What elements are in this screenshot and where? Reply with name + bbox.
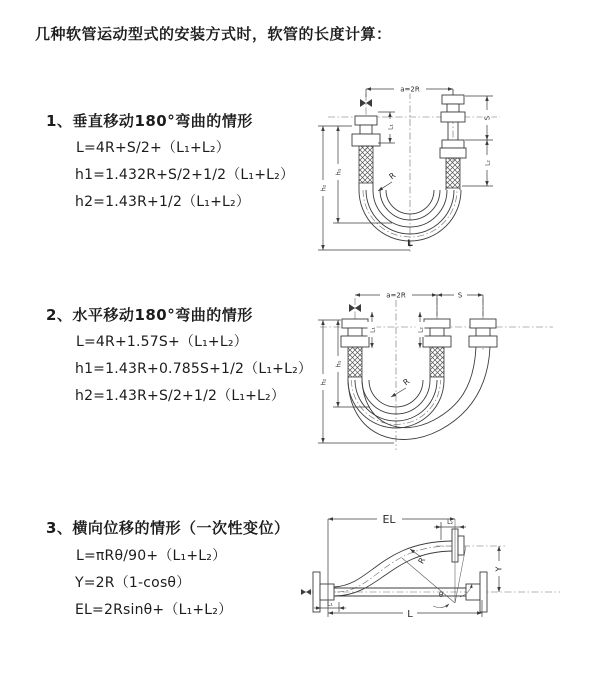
section2-formula-h2: h2=1.43R+S/2+1/2（L₁+L₂） <box>75 388 286 404</box>
dimension-a2r-s <box>355 291 483 317</box>
section1-formula-L: L=4R+S/2+（L₁+L₂） <box>76 140 230 156</box>
left-fitting <box>341 319 369 377</box>
top-right-flange <box>452 529 464 562</box>
dim-label-l: L <box>407 609 413 620</box>
dimension-y <box>495 546 504 592</box>
right-fitting <box>440 95 466 188</box>
diagram-lateral-displacement <box>295 495 600 655</box>
dimension-el <box>328 513 455 617</box>
dim-label-l1: L₁ <box>369 327 377 333</box>
dim-label-l2: L₂ <box>484 160 492 166</box>
dimension-a2r <box>366 85 453 98</box>
middle-fitting <box>423 319 451 377</box>
page-title: 几种软管运动型式的安装方式时，软管的长度计算： <box>35 25 392 43</box>
dim-label-l1: L₁ <box>327 600 333 608</box>
dim-label-l1: L₁ <box>387 124 395 130</box>
dim-label-h2: h₂ <box>319 184 328 192</box>
hose-arcs <box>348 347 490 440</box>
section2-formula-h1: h1=1.43R+0.785S+1/2（L₁+L₂） <box>75 361 313 377</box>
dim-label-h2: h₂ <box>319 378 328 386</box>
radius-label: R <box>387 170 398 182</box>
section3-formula-L: L=πRθ/90+（L₁+L₂） <box>76 548 227 564</box>
right-flange <box>466 572 487 612</box>
dim-label-el: EL <box>382 513 396 526</box>
section2-heading: 2、水平移动180°弯曲的情形 <box>46 306 253 324</box>
diagram-vertical-180-bend <box>300 70 600 265</box>
right-fitting <box>469 319 497 347</box>
radius-callout <box>410 549 427 565</box>
radius-callout <box>391 377 412 397</box>
dim-label-l2: L₂ <box>417 327 425 333</box>
section1-formula-h2: h2=1.43R+1/2（L₁+L₂） <box>75 194 251 210</box>
dim-label-y: Y <box>494 566 504 572</box>
centerlines <box>328 90 500 252</box>
dimension-s <box>462 96 493 186</box>
dim-label-h1: h₁ <box>334 360 343 368</box>
dim-label-s: S <box>457 291 463 300</box>
section2-formula-L: L=4R+1.57S+（L₁+L₂） <box>76 334 248 350</box>
dimension-l1 <box>378 112 395 143</box>
section1-heading: 1、垂直移动180°弯曲的情形 <box>46 112 253 130</box>
section3-heading: 3、横向位移的情形（一次性变位） <box>46 519 290 537</box>
dim-label-a2r: a=2R <box>386 291 406 300</box>
diagram-horizontal-180-bend <box>305 283 600 455</box>
dim-label-a2r: a=2R <box>400 85 420 94</box>
dim-label-h1: h₁ <box>334 168 343 176</box>
radius-callout <box>378 171 398 191</box>
radius-label: R <box>416 556 428 566</box>
dimension-l <box>328 600 482 620</box>
angle-label: θ <box>438 591 444 599</box>
section3-formula-Y: Y=2R（1-cosθ） <box>75 575 191 591</box>
valve-icon <box>349 304 361 312</box>
dim-label-l2: L₂ <box>447 519 453 526</box>
angle-construction <box>402 519 472 608</box>
section3-formula-EL: EL=2Rsinθ+（L₁+L₂） <box>75 602 233 618</box>
left-fitting <box>352 116 380 183</box>
radius-label: R <box>401 376 412 388</box>
length-label: L <box>407 239 413 249</box>
centerline-break-icon <box>301 589 311 595</box>
dim-label-s: S <box>483 115 492 121</box>
section1-formula-h1: h1=1.432R+S/2+1/2（L₁+L₂） <box>75 167 295 183</box>
